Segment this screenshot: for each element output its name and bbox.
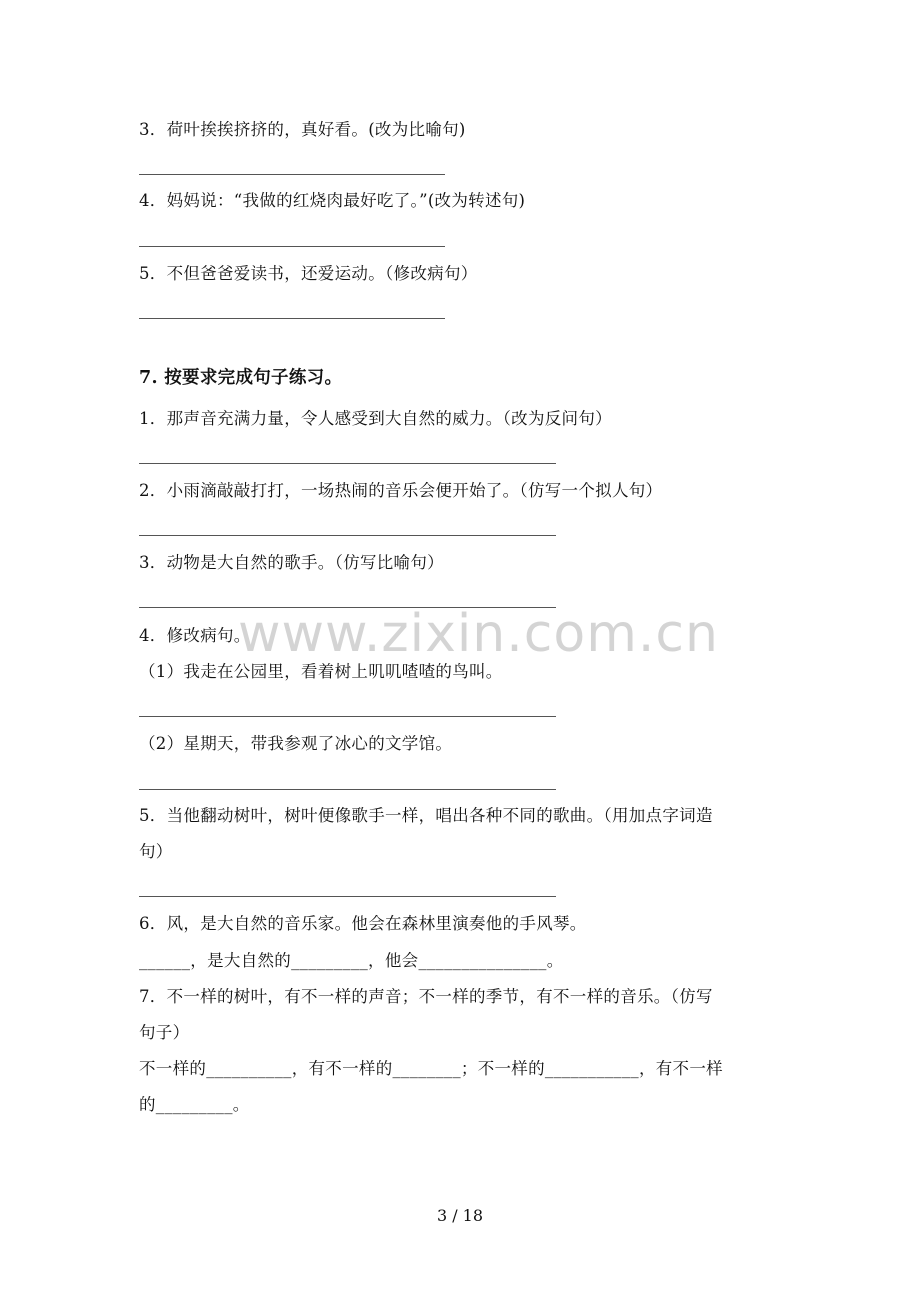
s7-question-1: 1．那声音充满力量，令人感受到大自然的威力。（改为反问句）	[139, 409, 612, 428]
question-5-text: 5．不但爸爸爱读书，还爱运动。（修改病句）	[139, 264, 478, 283]
s7-question-6-fill: ______，是大自然的_________，他会_______________。	[139, 951, 564, 970]
s7-question-7-fill-line2: 的_________。	[139, 1095, 250, 1114]
page-number: 3 / 18	[436, 1206, 484, 1225]
s7-question-6: 6．风，是大自然的音乐家。他会在森林里演奏他的手风琴。	[139, 914, 587, 933]
answer-line	[139, 246, 445, 247]
answer-line	[139, 318, 445, 319]
question-3-text: 3．荷叶挨挨挤挤的，真好看。(改为比喻句)	[139, 120, 466, 139]
answer-line	[139, 535, 556, 536]
s7-question-4: 4．修改病句。	[139, 626, 251, 645]
s7-question-7-line2: 句子）	[139, 1023, 190, 1042]
answer-line	[139, 716, 556, 717]
s7-question-7-fill-line1: 不一样的__________，有不一样的________；不一样的___________，有不一样	[139, 1059, 723, 1078]
answer-line	[139, 789, 556, 790]
s7-question-3: 3．动物是大自然的歌手。（仿写比喻句）	[139, 553, 444, 572]
answer-line	[139, 463, 556, 464]
answer-line	[139, 174, 445, 175]
question-4-text: 4．妈妈说：“我做的红烧肉最好吃了。”(改为转述句)	[139, 191, 526, 210]
s7-question-5-line1: 5．当他翻动树叶，树叶便像歌手一样，唱出各种不同的歌曲。（用加点字词造	[139, 806, 713, 825]
s7-question-5-line2: 句）	[139, 842, 173, 861]
watermark: www.zixin.com.cn	[238, 604, 719, 664]
s7-question-7-line1: 7．不一样的树叶，有不一样的声音；不一样的季节，有不一样的音乐。（仿写	[139, 987, 713, 1006]
s7-question-4-1: （1）我走在公园里，看着树上叽叽喳喳的鸟叫。	[139, 662, 503, 681]
s7-question-2: 2．小雨滴敲敲打打，一场热闹的音乐会便开始了。（仿写一个拟人句）	[139, 481, 663, 500]
section-7-heading: 7. 按要求完成句子练习。	[139, 368, 343, 388]
answer-line	[139, 607, 556, 608]
s7-question-4-2: （2）星期天，带我参观了冰心的文学馆。	[139, 734, 453, 753]
answer-line	[139, 896, 556, 897]
